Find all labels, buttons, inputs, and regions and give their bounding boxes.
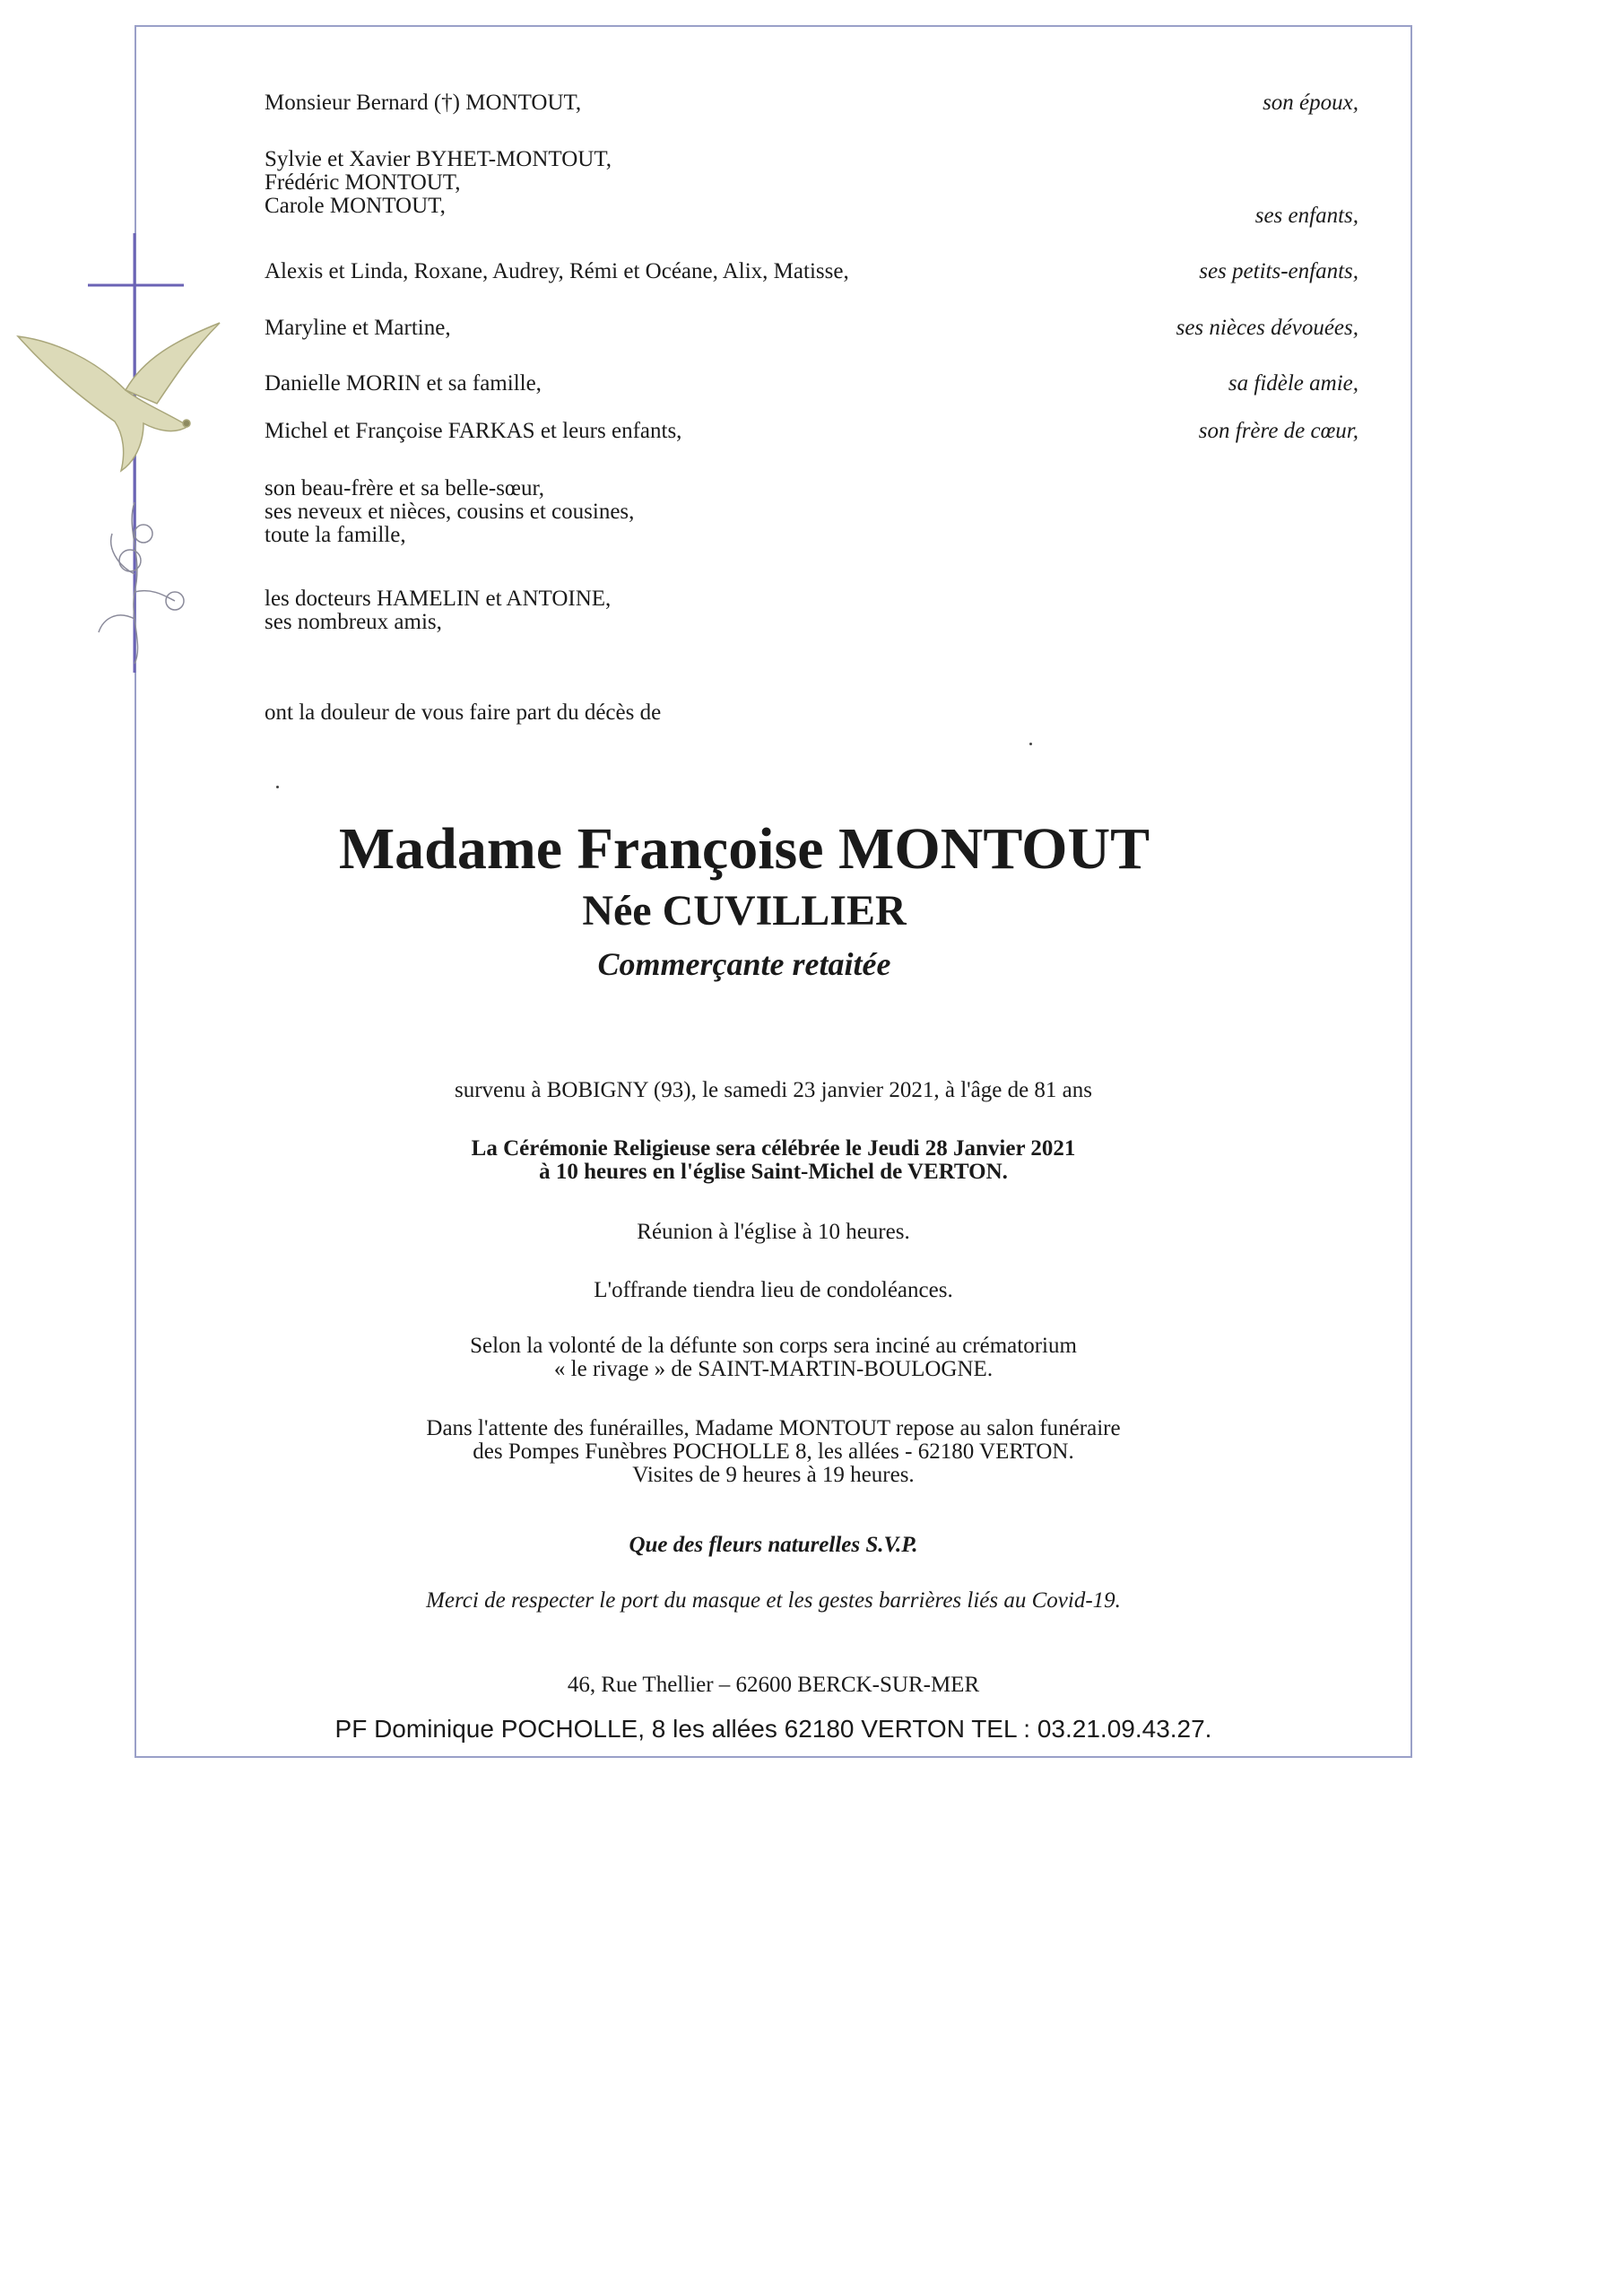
family-names: Michel et Françoise FARKAS et leurs enfants, — [265, 419, 682, 443]
cross-dove-decoration — [9, 233, 233, 673]
announcement-text: ont la douleur de vous faire part du décès de — [265, 700, 662, 725]
family-relation: son époux, — [1263, 91, 1358, 115]
deceased-maiden-name: Née CUVILLIER — [582, 887, 907, 935]
friends-text: les docteurs HAMELIN et ANTOINE, ses nombreux amis, — [265, 587, 612, 634]
death-info: survenu à BOBIGNY (93), le samedi 23 janvier 2021, à l'âge de 81 ans — [454, 1078, 1093, 1102]
family-relation: ses nièces dévouées, — [1176, 316, 1358, 340]
covid-note: Merci de respecter le port du masque et les gestes barrières liés au Covid-19. — [426, 1588, 1121, 1613]
relatives-text: son beau-frère et sa belle-sœur, ses neveux et nièces, cousins et cousines, toute la famille, — [265, 476, 635, 547]
family-relation: sa fidèle amie, — [1228, 371, 1358, 396]
dove-icon — [18, 323, 220, 471]
ceremony-info: La Cérémonie Religieuse sera célébrée le Jeudi 28 Janvier 2021 à 10 heures en l'église Saint-Michel de VERTON. — [471, 1136, 1076, 1184]
scan-speck — [276, 786, 279, 788]
funeral-director-footer: PF Dominique POCHOLLE, 8 les allées 62180 VERTON TEL : 03.21.09.43.27. — [334, 1715, 1212, 1743]
funeral-home-info: Dans l'attente des funérailles, Madame MONTOUT repose au salon funéraire des Pompes Funèbres POCHOLLE 8, les allées - 62180 VERTON. Visites de 9 heures à 19 heures. — [426, 1416, 1121, 1487]
family-relation: ses petits-enfants, — [1199, 259, 1358, 283]
funeral-address: 46, Rue Thellier – 62600 BERCK-SUR-MER — [567, 1673, 980, 1697]
flower-icon — [99, 502, 184, 664]
deceased-name: Madame Françoise MONTOUT — [338, 816, 1150, 882]
family-names: Sylvie et Xavier BYHET-MONTOUT, Frédéric MONTOUT, Carole MONTOUT, — [265, 147, 612, 218]
family-relation: ses enfants, — [1254, 204, 1358, 228]
deceased-profession: Commerçante retaitée — [597, 946, 891, 982]
flowers-note: Que des fleurs naturelles S.V.P. — [629, 1533, 918, 1557]
reunion-info: Réunion à l'église à 10 heures. — [637, 1220, 910, 1244]
family-names: Maryline et Martine, — [265, 316, 451, 340]
offering-info: L'offrande tiendra lieu de condoléances. — [594, 1278, 953, 1302]
family-names: Monsieur Bernard (†) MONTOUT, — [265, 91, 582, 115]
family-names: Danielle MORIN et sa famille, — [265, 371, 542, 396]
family-relation: son frère de cœur, — [1198, 419, 1358, 443]
scan-speck — [1029, 743, 1032, 745]
family-names: Alexis et Linda, Roxane, Audrey, Rémi et Océane, Alix, Matisse, — [265, 259, 849, 283]
cremation-info: Selon la volonté de la défunte son corps sera inciné au crématorium « le rivage » de SAINT-MARTIN-BOULOGNE. — [470, 1334, 1077, 1381]
